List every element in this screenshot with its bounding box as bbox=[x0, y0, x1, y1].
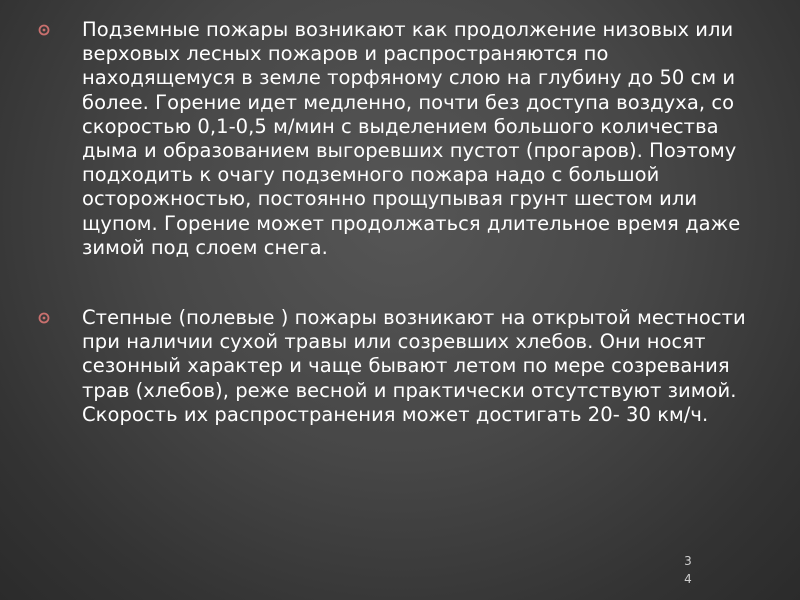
bullet-text-steppe-fires: Степные (полевые ) пожары возникают на открытой местности при наличии сухой травы или созревших хлебов. Они носят сезонный характер и чаще бывают летом по мере созревания трав (хлебов), реже весной и практически отсутствуют зимой. Скорость их распространения может достигать 20- 30 км/ч. bbox=[82, 306, 746, 426]
page-number: 34 bbox=[684, 554, 692, 586]
bullet-item-underground-fires bbox=[38, 18, 758, 260]
ring-bullet-icon bbox=[38, 24, 50, 36]
ring-bullet-icon bbox=[38, 312, 50, 324]
bullet-text-underground-fires: Подземные пожары возникают как продолжение низовых или верховых лесных пожаров и распространяются по находящемуся в земле торфяному слою на глубину до 50 см и более. Горение идет медленно, почти без доступа воздуха, со скоростью 0,1-0,5 м/мин с выделением большого количества дыма и образованием выгоревших пустот (прогаров). Поэтому подходить к очагу подземного пожара надо с большой осторожностью, постоянно прощупывая грунт шестом или щупом. Горение может продолжаться длительное время даже зимой под слоем снега. bbox=[82, 18, 741, 259]
bullet-item-steppe-fires bbox=[38, 306, 758, 427]
slide-content bbox=[38, 18, 758, 427]
